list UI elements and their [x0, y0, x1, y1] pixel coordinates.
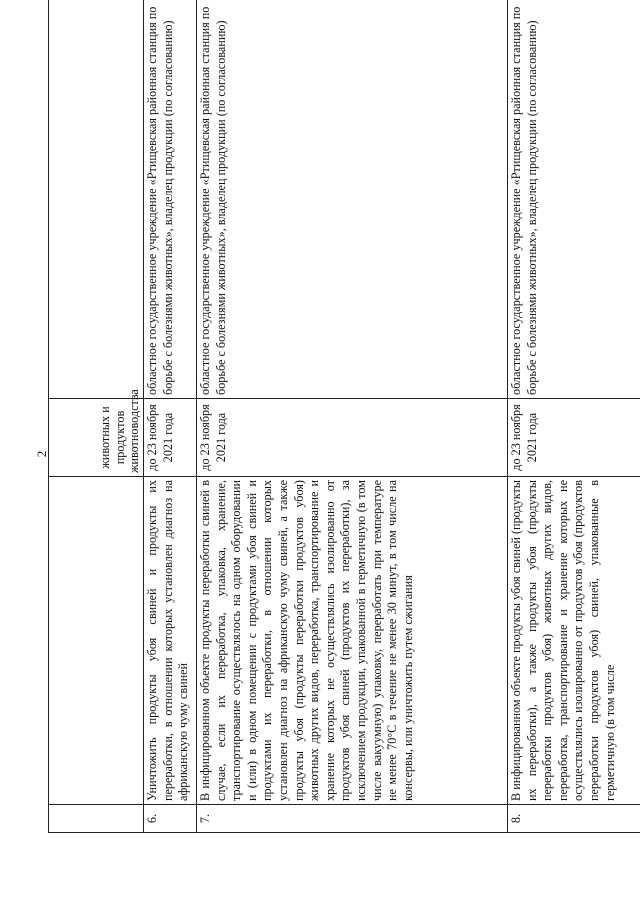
- row-number: 7.: [197, 805, 508, 833]
- row-responsible: областное государственное учреждение «Ртищевская районная станция по борьбе с болезнями животных», владелец продукции (по согласованию): [508, 0, 640, 399]
- page-number: 2: [34, 450, 49, 458]
- row-action: Уничтожить продукты убоя свиней и продукты их переработки, в отношении которых установлен диагноз на африканскую чуму свиней: [144, 477, 197, 805]
- table-row: [197, 0, 508, 833]
- header-cell-responsible: [49, 0, 144, 399]
- row-number: 8.: [508, 805, 640, 833]
- header-cell-action: [49, 477, 144, 805]
- row-term: до 23 ноября 2021 года: [508, 399, 640, 477]
- header-cell-term: животных и продуктов животноводства: [49, 399, 144, 477]
- row-number: 6.: [144, 805, 197, 833]
- row-responsible: областное государственное учреждение «Ртищевская районная станция по борьбе с болезнями животных», владелец продукции (по согласованию): [197, 0, 508, 399]
- row-term: до 23 ноября 2021 года: [197, 399, 508, 477]
- row-responsible: областное государственное учреждение «Ртищевская районная станция по борьбе с болезнями животных», владелец продукции (по согласованию): [144, 0, 197, 399]
- table-row: [508, 0, 640, 833]
- row-action: В инфицированном объекте продукты переработки свиней в случае, если их переработка, упаковка, хранение, транспортирование осуществлялось на одном оборудовании и (или) в одном помещении с продуктами убоя свиней и продуктами их переработки, в отношении которых установлен диагноз на африканскую чуму свиней, а также продукты убоя (продукты переработки продуктов убоя) животных других видов, переработка, транспортирование и хранение которых не осуществлялись изолированно от продуктов убоя свиней (продуктов их переработки), за исключением продукции, упакованной в герметичную (в том числе вакуумную) упаковку, переработать при температуре не менее 70°С в течение не менее 30 минут, в том числе на консервы, или уничтожить путем сжигания: [197, 477, 508, 805]
- measures-table: [48, 0, 640, 833]
- row-action: В инфицированном объекте продукты убоя свиней (продукты их переработки), а также продукты убоя (продукты переработки продуктов убоя) животных других видов, переработка, транспортирование и хранение которых не осуществлялись изолированно от продуктов убоя (продуктов переработки продуктов убоя) свиней, упакованные в герметичную (в том числе: [509, 480, 617, 801]
- row-action-cell: [508, 477, 640, 805]
- table-header-row: [49, 0, 144, 833]
- row-term: до 23 ноября 2021 года: [144, 399, 197, 477]
- header-cell-num: [49, 805, 144, 833]
- table-row: [144, 0, 197, 833]
